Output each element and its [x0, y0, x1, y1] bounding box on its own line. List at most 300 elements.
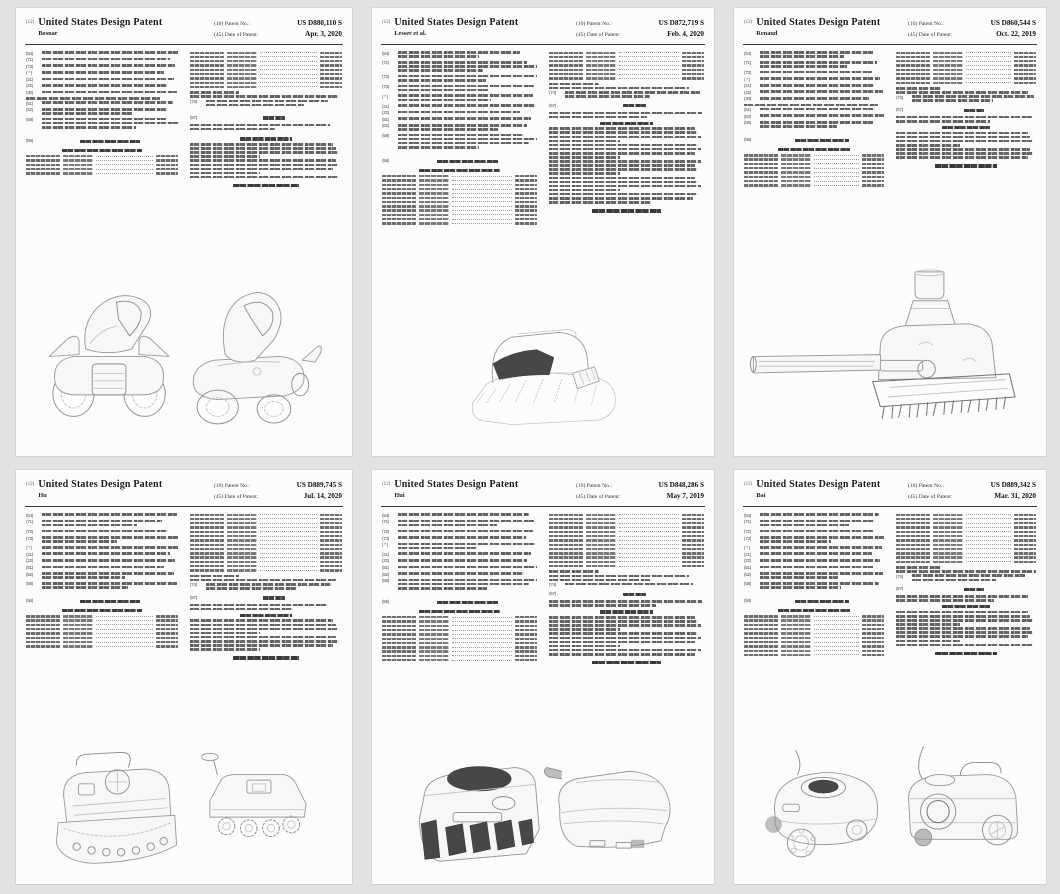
- reference-row: [744, 636, 884, 639]
- reference-cell: [744, 650, 778, 652]
- reference-cell: [682, 552, 704, 554]
- reference-cell: [260, 60, 317, 62]
- reference-cell: [781, 171, 811, 173]
- right-column: [896, 50, 1036, 189]
- text-line: [190, 147, 336, 150]
- date-of-patent-label: (45) Date of Patent:: [908, 493, 953, 500]
- text-line: [896, 635, 1028, 638]
- patent-drawing-area: [372, 730, 714, 880]
- inid-code: (51): [26, 565, 33, 571]
- reference-row: [549, 526, 704, 529]
- reference-cell: [227, 556, 257, 558]
- inid-field: [26, 530, 178, 535]
- reference-cell: [933, 544, 963, 546]
- reference-cell: [781, 632, 811, 634]
- field-text: [398, 124, 537, 132]
- inid-code: (72): [382, 528, 389, 534]
- inid-field: [26, 101, 178, 106]
- text-line: [190, 124, 330, 127]
- field-text: [760, 97, 884, 102]
- reference-row: [896, 535, 1036, 538]
- reference-row: [549, 539, 704, 542]
- reference-cell: [966, 64, 1011, 66]
- reference-cell: [515, 620, 537, 622]
- reference-cell: [966, 60, 1011, 62]
- text-line: [760, 536, 884, 539]
- text-line: [190, 636, 336, 639]
- reference-cell: [419, 209, 449, 211]
- reference-cell: [26, 159, 60, 161]
- reference-row: [744, 171, 884, 174]
- reference-cell: [1014, 556, 1036, 558]
- reference-cell: [933, 56, 963, 58]
- reference-cell: [320, 539, 342, 541]
- patent-thumbnail-6[interactable]: [734, 470, 1046, 884]
- inid-code: (22): [382, 110, 389, 116]
- text-line: [549, 632, 698, 635]
- section-heading: [744, 135, 884, 144]
- reference-cell: [156, 159, 178, 161]
- text-line: [760, 552, 872, 555]
- reference-cell: [156, 155, 178, 157]
- reference-cell: [190, 60, 224, 62]
- text-line: [398, 51, 520, 54]
- reference-cell: [382, 179, 416, 181]
- patent-no-label: (10) Patent No.:: [214, 21, 250, 27]
- inid-field: [744, 559, 884, 564]
- reference-cell: [96, 636, 153, 638]
- reference-cell: [1014, 77, 1036, 79]
- reference-cell: [260, 569, 317, 571]
- reference-cell: [190, 544, 224, 546]
- text-line: [42, 108, 168, 111]
- reference-cell: [156, 624, 178, 626]
- reference-row: [26, 623, 178, 626]
- inid-code: (21): [26, 76, 33, 82]
- reference-cell: [933, 69, 963, 71]
- field-text: [42, 530, 178, 535]
- field-text: [398, 51, 537, 59]
- text-line: [760, 108, 875, 111]
- inid-field: [382, 85, 537, 93]
- field-text: [42, 582, 178, 590]
- reference-row: [549, 64, 704, 67]
- reference-cell: [1014, 539, 1036, 541]
- reference-row: [896, 552, 1036, 555]
- reference-cell: [382, 629, 416, 631]
- reference-row: [26, 155, 178, 158]
- reference-row: [190, 539, 342, 542]
- text-line: [42, 126, 136, 129]
- text-line: [896, 619, 1033, 622]
- inventor-name: Lesser et al.: [394, 30, 427, 37]
- reference-cell: [190, 52, 224, 54]
- reference-cell: [896, 56, 930, 58]
- text-line: [190, 95, 339, 98]
- reference-cell: [744, 619, 778, 621]
- reference-cell: [682, 518, 704, 520]
- reference-cell: [227, 56, 257, 58]
- inid-field: [896, 574, 1036, 582]
- reference-cell: [260, 513, 317, 515]
- reference-cell: [190, 535, 224, 537]
- inid-code: (71): [382, 60, 389, 66]
- field-text: [565, 91, 704, 99]
- patent-thumbnail-4[interactable]: [16, 470, 352, 884]
- reference-cell: [227, 522, 257, 524]
- reference-cell: [549, 514, 583, 516]
- text-line: [42, 576, 125, 579]
- text-line: [896, 91, 1028, 94]
- reference-row: [744, 632, 884, 635]
- inid-code: (22): [744, 89, 751, 95]
- reference-cell: [966, 77, 1011, 79]
- section-heading: [896, 105, 1036, 114]
- reference-cell: [419, 188, 449, 190]
- inid-code: (54): [744, 512, 751, 518]
- inid-field: [744, 71, 884, 76]
- text-line: [42, 71, 164, 74]
- reference-cell: [419, 184, 449, 186]
- inid-code: (56): [744, 137, 751, 143]
- reference-row: [382, 200, 537, 203]
- reference-cell: [419, 218, 449, 220]
- right-column: [896, 512, 1036, 658]
- field-text: [398, 530, 537, 535]
- inid-code: (74): [896, 94, 903, 100]
- kind-code: (12): [382, 20, 391, 25]
- text-line: [398, 520, 534, 523]
- inid-field: [190, 100, 342, 108]
- reference-cell: [862, 619, 884, 621]
- reference-row: [744, 628, 884, 631]
- text-line: [190, 648, 260, 651]
- text-line: [42, 566, 164, 569]
- section-heading: [896, 584, 1036, 593]
- reference-row: [549, 560, 704, 563]
- reference-cell: [814, 615, 859, 617]
- field-text: [398, 536, 537, 541]
- patent-date: Jul. 14, 2020: [303, 491, 342, 500]
- text-line: [398, 111, 520, 114]
- reference-cell: [156, 632, 178, 634]
- text-line: [398, 89, 488, 92]
- reference-cell: [744, 654, 778, 656]
- text-line: [549, 156, 620, 159]
- reference-row: [190, 64, 342, 67]
- reference-row: [382, 616, 537, 619]
- reference-cell: [933, 60, 963, 62]
- text-line: [549, 185, 701, 188]
- reference-cell: [586, 60, 616, 62]
- text-line: [549, 127, 695, 130]
- inid-code: (57): [549, 591, 556, 597]
- patent-thumbnail-2[interactable]: [372, 8, 714, 456]
- field-text: [760, 582, 884, 590]
- reference-cell: [862, 163, 884, 165]
- reference-cell: [515, 192, 537, 194]
- text-line: [549, 160, 701, 163]
- reference-cell: [419, 625, 449, 627]
- patent-no-label: (10) Patent No.:: [576, 21, 612, 27]
- reference-cell: [933, 77, 963, 79]
- text-line: [795, 600, 850, 603]
- reference-cell: [227, 82, 257, 84]
- text-line: [760, 520, 875, 523]
- inid-code: (52): [382, 123, 389, 129]
- reference-cell: [190, 522, 224, 524]
- patent-figure-round-cleaner-two-views: [740, 732, 1040, 880]
- reference-cell: [63, 632, 93, 634]
- reference-cell: [744, 184, 778, 186]
- reference-cell: [966, 547, 1011, 549]
- text-line: [398, 75, 537, 78]
- field-text: [398, 61, 537, 73]
- text-line: [42, 51, 178, 54]
- reference-cell: [933, 522, 963, 524]
- reference-cell: [682, 60, 704, 62]
- section-heading: [549, 589, 704, 598]
- text-line: [896, 136, 1030, 139]
- reference-cell: [96, 628, 153, 630]
- spacer: [26, 592, 178, 595]
- reference-row: [382, 620, 537, 623]
- reference-cell: [933, 518, 963, 520]
- inid-field: [26, 566, 178, 571]
- text-line: [190, 640, 339, 643]
- text-line: [190, 608, 293, 611]
- patent-figure-tracked-cleaner: [418, 302, 668, 452]
- text-line: [549, 624, 701, 627]
- reference-cell: [619, 543, 679, 545]
- text-line: [42, 536, 178, 539]
- date-of-patent-label: (45) Date of Patent:: [576, 31, 621, 38]
- reference-cell: [1014, 82, 1036, 84]
- inid-field: [744, 90, 884, 95]
- text-line: [549, 570, 599, 573]
- inid-code: (54): [744, 50, 751, 56]
- inid-field: [382, 134, 537, 150]
- reference-cell: [227, 69, 257, 71]
- reference-cell: [896, 548, 930, 550]
- reference-cell: [260, 73, 317, 75]
- field-text: [398, 134, 537, 150]
- reference-row: [744, 623, 884, 626]
- reference-row: [896, 526, 1036, 529]
- text-line: [896, 148, 1030, 151]
- reference-row: [896, 539, 1036, 542]
- bibliographic-text: [16, 507, 352, 662]
- spacer: [190, 132, 342, 134]
- text-line: [549, 140, 620, 143]
- reference-cell: [515, 625, 537, 627]
- inid-field: [382, 104, 537, 109]
- inid-code: (58): [382, 578, 389, 584]
- text-line: [549, 116, 647, 119]
- field-text: [42, 513, 178, 518]
- text-line: [206, 583, 332, 586]
- reference-cell: [744, 171, 778, 173]
- patent-header: [743, 470, 1037, 507]
- patent-number: US D889,342 S: [990, 481, 1036, 489]
- reference-cell: [96, 163, 153, 165]
- reference-cell: [744, 158, 778, 160]
- reference-row: [382, 192, 537, 195]
- reference-cell: [515, 179, 537, 181]
- text-line: [398, 142, 529, 145]
- reference-cell: [227, 544, 257, 546]
- reference-cell: [227, 77, 257, 79]
- reference-cell: [227, 552, 257, 554]
- inid-code: ( * ): [382, 542, 388, 548]
- reference-row: [382, 218, 537, 221]
- reference-cell: [227, 535, 257, 537]
- inid-code: (51): [382, 565, 389, 571]
- reference-cell: [966, 530, 1011, 532]
- reference-cell: [682, 544, 704, 546]
- text-line: [942, 605, 990, 608]
- text-line: [778, 609, 851, 612]
- reference-cell: [682, 548, 704, 550]
- patent-no-label: (10) Patent No.:: [214, 483, 250, 489]
- reference-cell: [619, 530, 679, 532]
- text-line: [398, 587, 487, 590]
- inid-code: (52): [744, 571, 751, 577]
- inid-code: (57): [896, 106, 903, 112]
- field-text: [760, 108, 884, 113]
- reference-cell: [682, 64, 704, 66]
- inid-field: [382, 536, 537, 541]
- inid-field: [190, 583, 342, 591]
- reference-cell: [452, 183, 512, 185]
- patent-thumbnail-3[interactable]: [734, 8, 1046, 456]
- field-text: [398, 75, 537, 83]
- reference-cell: [96, 172, 153, 174]
- reference-cell: [190, 539, 224, 541]
- inid-code: (52): [382, 571, 389, 577]
- reference-cell: [26, 619, 60, 621]
- reference-cell: [1014, 535, 1036, 537]
- text-line: [549, 87, 689, 90]
- spacer: [744, 592, 884, 595]
- inid-code: (71): [26, 57, 33, 63]
- reference-row: [549, 530, 704, 533]
- reference-row: [26, 619, 178, 622]
- reference-cell: [814, 645, 859, 647]
- reference-cell: [933, 548, 963, 550]
- reference-cell: [227, 73, 257, 75]
- reference-row: [896, 77, 1036, 80]
- reference-cell: [419, 659, 449, 661]
- field-text: [760, 546, 884, 551]
- inid-code: (73): [26, 63, 33, 69]
- reference-cell: [682, 73, 704, 75]
- inid-code: (74): [549, 90, 556, 96]
- reference-cell: [549, 531, 583, 533]
- reference-row: [382, 188, 537, 191]
- reference-row: [190, 77, 342, 80]
- text-line: [42, 78, 174, 81]
- reference-row: [896, 547, 1036, 550]
- field-text: [398, 552, 537, 557]
- inid-code: (71): [382, 519, 389, 525]
- reference-cell: [260, 81, 317, 83]
- reference-cell: [320, 77, 342, 79]
- text-line: [896, 116, 1032, 119]
- inid-field: [896, 95, 1036, 103]
- text-line: [42, 91, 177, 94]
- reference-row: [382, 213, 537, 216]
- reference-row: [190, 535, 342, 538]
- reference-cell: [1014, 56, 1036, 58]
- text-line: [42, 524, 137, 527]
- reference-cell: [933, 531, 963, 533]
- reference-cell: [682, 531, 704, 533]
- reference-cell: [549, 69, 583, 71]
- reference-cell: [966, 73, 1011, 75]
- reference-cell: [814, 641, 859, 643]
- reference-row: [190, 547, 342, 550]
- reference-cell: [515, 218, 537, 220]
- text-line: [190, 619, 333, 622]
- heading-text: [206, 113, 342, 122]
- field-text: [206, 583, 342, 591]
- text-line: [190, 128, 275, 131]
- reference-cell: [190, 531, 224, 533]
- patent-thumbnail-5[interactable]: [372, 470, 714, 884]
- reference-cell: [814, 653, 859, 655]
- text-line: [42, 530, 168, 533]
- reference-cell: [862, 171, 884, 173]
- reference-cell: [452, 192, 512, 194]
- text-line: [80, 600, 140, 603]
- reference-cell: [515, 629, 537, 631]
- heading-text: [42, 136, 178, 145]
- spacer: [382, 593, 537, 596]
- text-line: [592, 209, 660, 212]
- text-line: [760, 121, 873, 124]
- inid-field: [26, 513, 178, 518]
- text-line: [623, 104, 645, 107]
- reference-cell: [781, 163, 811, 165]
- reference-cell: [619, 539, 679, 541]
- reference-cell: [419, 214, 449, 216]
- reference-row: [190, 569, 342, 572]
- text-line: [190, 172, 260, 175]
- text-line: [398, 566, 537, 569]
- field-text: [760, 513, 884, 518]
- reference-cell: [382, 188, 416, 190]
- reference-cell: [896, 535, 930, 537]
- text-line: [760, 65, 847, 68]
- reference-cell: [63, 637, 93, 639]
- inid-field: [382, 543, 537, 551]
- section-heading: [382, 156, 537, 165]
- inid-code: (72): [382, 74, 389, 80]
- inid-field: [26, 71, 178, 76]
- reference-cell: [227, 539, 257, 541]
- field-text: [42, 64, 178, 69]
- left-column: [26, 512, 178, 662]
- patent-thumbnail-1[interactable]: [16, 8, 352, 456]
- text-line: [896, 599, 994, 602]
- reference-cell: [682, 535, 704, 537]
- text-line: [190, 604, 328, 607]
- reference-cell: [682, 561, 704, 563]
- reference-cell: [26, 637, 60, 639]
- inid-field: [744, 513, 884, 518]
- reference-cell: [933, 52, 963, 54]
